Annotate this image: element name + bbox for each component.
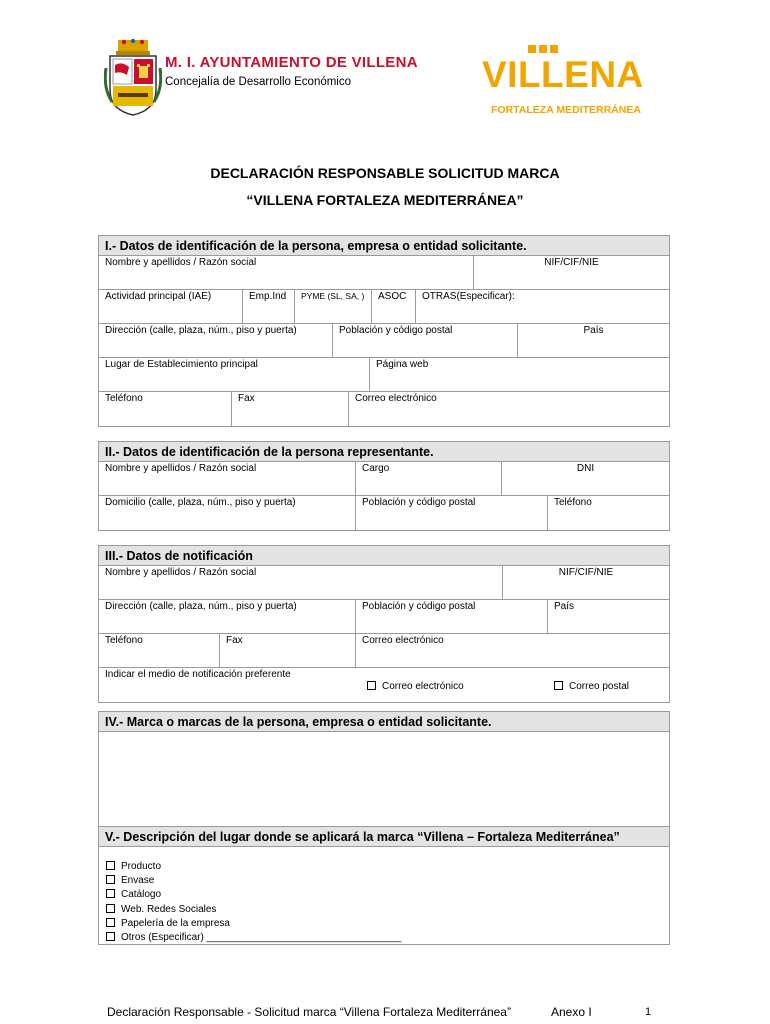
otras-field[interactable]: OTRAS(Especificar):: [415, 290, 669, 323]
section-heading: III.- Datos de notificación: [99, 546, 669, 566]
organization-subtitle: Concejalía de Desarrollo Económico: [165, 76, 352, 88]
usage-option-product[interactable]: Producto: [106, 860, 669, 874]
form-row: [99, 566, 669, 600]
website-field[interactable]: Página web: [369, 358, 669, 391]
usage-option-packaging[interactable]: Envase: [106, 874, 669, 888]
representative-city-field[interactable]: Población y código postal: [355, 496, 547, 530]
address-field[interactable]: Dirección (calle, plaza, núm., piso y puerta): [105, 325, 297, 336]
coat-of-arms-logo: [104, 38, 162, 116]
form-row: [99, 290, 669, 324]
form-row: [99, 668, 669, 702]
phone-field[interactable]: Teléfono: [105, 393, 143, 404]
checkbox-icon[interactable]: [106, 875, 115, 884]
notification-nif-field[interactable]: NIF/CIF/NIE: [502, 566, 669, 599]
section-representative: [98, 441, 670, 531]
section-brands: [98, 711, 670, 827]
footer-annex: Anexo I: [551, 1005, 592, 1019]
document-title: DECLARACIÓN RESPONSABLE SOLICITUD MARCA: [210, 165, 560, 181]
section-heading: I.- Datos de identificación de la persona, empresa o entidad solicitante.: [99, 236, 669, 256]
emp-ind-field[interactable]: Emp.Ind: [242, 290, 294, 323]
notification-country-field[interactable]: País: [547, 600, 669, 633]
document-subtitle: “VILLENA FORTALEZA MEDITERRÁNEA”: [246, 192, 524, 208]
activity-field[interactable]: Actividad principal (IAE): [105, 291, 212, 302]
position-field[interactable]: Cargo: [355, 462, 501, 495]
brands-text-area[interactable]: [99, 732, 669, 827]
form-row: [99, 256, 669, 290]
checkbox-icon[interactable]: [367, 681, 376, 690]
usage-option-stationery[interactable]: Papelería de la empresa: [106, 917, 669, 931]
form-row: [99, 496, 669, 530]
section-brand-usage: [98, 826, 670, 945]
fax-field[interactable]: Fax: [231, 392, 348, 426]
section-applicant: [98, 235, 670, 427]
checkbox-icon[interactable]: [106, 918, 115, 927]
email-field[interactable]: Correo electrónico: [348, 392, 669, 426]
applicant-nif-field[interactable]: NIF/CIF/NIE: [473, 256, 669, 289]
usage-checklist: [99, 847, 669, 945]
checkbox-icon[interactable]: [554, 681, 563, 690]
brand-dots-icon: [528, 40, 564, 48]
checkbox-icon[interactable]: [106, 889, 115, 898]
representative-address-field[interactable]: Domicilio (calle, plaza, núm., piso y puerta): [105, 497, 296, 508]
applicant-name-field[interactable]: Nombre y apellidos / Razón social: [105, 257, 257, 268]
section-notification: [98, 545, 670, 703]
section-heading: IV.- Marca o marcas de la persona, empresa o entidad solicitante.: [99, 712, 669, 732]
notification-fax-field[interactable]: Fax: [219, 634, 355, 667]
checkbox-icon[interactable]: [106, 861, 115, 870]
dni-field[interactable]: DNI: [501, 462, 669, 495]
establishment-field[interactable]: Lugar de Establecimiento principal: [105, 359, 258, 370]
footer-text: Declaración Responsable - Solicitud marca “Villena Fortaleza Mediterránea”: [107, 1005, 511, 1019]
form-row: [99, 600, 669, 634]
organization-title: M. I. AYUNTAMIENTO DE VILLENA: [165, 54, 418, 71]
usage-option-other[interactable]: Otros (Especificar) ___________________________________: [106, 931, 669, 945]
representative-name-field[interactable]: Nombre y apellidos / Razón social: [105, 463, 257, 474]
option-label: Correo electrónico: [382, 681, 464, 692]
preferred-notification-label: Indicar el medio de notificación preferente: [105, 669, 291, 680]
usage-option-catalog[interactable]: Catálogo: [106, 888, 669, 902]
section-heading: II.- Datos de identificación de la persona representante.: [99, 442, 669, 462]
representative-phone-field[interactable]: Teléfono: [547, 496, 669, 530]
asoc-field[interactable]: ASOC: [371, 290, 415, 323]
city-field[interactable]: Población y código postal: [332, 324, 517, 357]
brand-logo-tagline: FORTALEZA MEDITERRÁNEA: [491, 104, 641, 116]
checkbox-icon[interactable]: [106, 932, 115, 941]
notification-email-field[interactable]: Correo electrónico: [355, 634, 669, 667]
notification-name-field[interactable]: Nombre y apellidos / Razón social: [105, 567, 257, 578]
pyme-field[interactable]: PYME (SL, SA, ): [294, 290, 371, 323]
notification-city-field[interactable]: Población y código postal: [355, 600, 547, 633]
notification-phone-field[interactable]: Teléfono: [105, 635, 143, 646]
form-row: [99, 634, 669, 668]
option-postal-notification[interactable]: [554, 681, 629, 692]
page-number: 1: [645, 1006, 652, 1018]
notification-address-field[interactable]: Dirección (calle, plaza, núm., piso y puerta): [105, 601, 297, 612]
checkbox-icon[interactable]: [106, 904, 115, 913]
option-label: Correo postal: [569, 681, 630, 692]
country-field[interactable]: País: [517, 324, 669, 357]
usage-option-web[interactable]: Web. Redes Sociales: [106, 903, 669, 917]
form-row: [99, 324, 669, 358]
form-row: [99, 392, 669, 426]
option-email-notification[interactable]: [367, 681, 464, 692]
section-heading: V.- Descripción del lugar donde se aplicará la marca “Villena – Fortaleza Mediterránea”: [99, 827, 669, 847]
form-row: [99, 358, 669, 392]
form-row: [99, 462, 669, 496]
brand-logo-name: VILLENA: [482, 54, 644, 95]
